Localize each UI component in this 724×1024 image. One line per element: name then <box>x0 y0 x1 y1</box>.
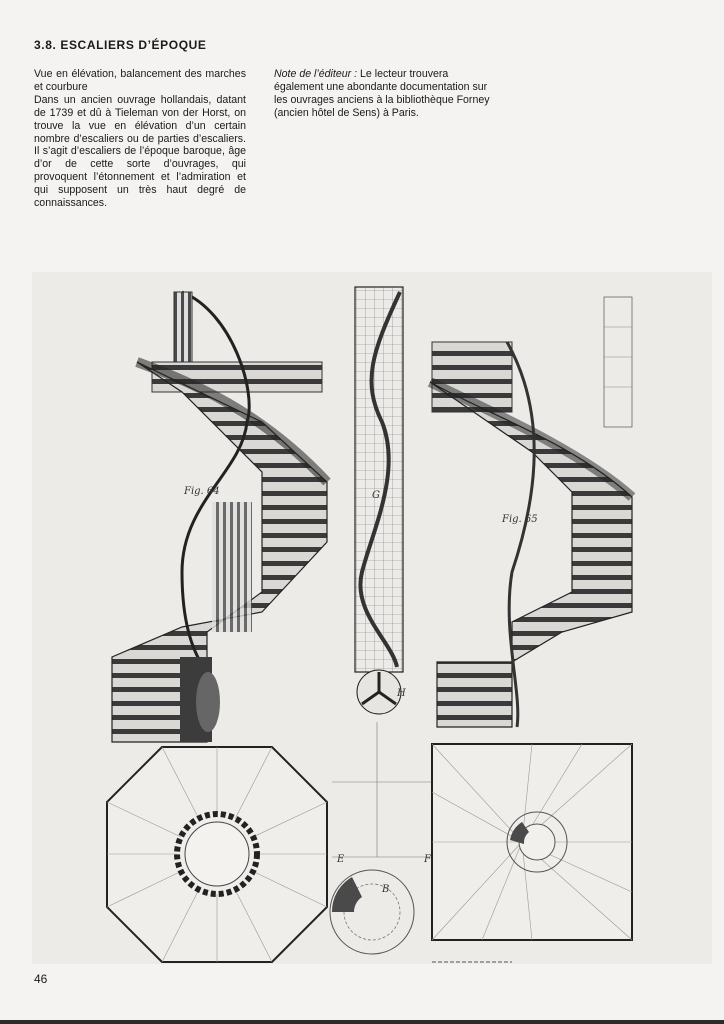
section-title: 3.8. ESCALIERS D’ÉPOQUE <box>34 38 207 52</box>
page-number: 46 <box>34 972 48 986</box>
label-f: F <box>424 854 431 865</box>
bottom-rule <box>0 1020 724 1024</box>
fig-65-label: Fig. 65 <box>502 514 538 525</box>
staircase-engraving <box>32 272 712 964</box>
label-e: E <box>337 854 345 865</box>
editor-note <box>274 68 492 120</box>
circular-plan <box>330 722 432 954</box>
square-plan <box>432 744 632 962</box>
right-staircase-elevation <box>430 297 632 727</box>
editor-note-label: Note de l’éditeur : <box>274 68 358 80</box>
label-h: H <box>397 688 406 699</box>
engraving-plate <box>32 272 712 964</box>
center-development-strip <box>355 287 406 714</box>
editor-note-text: Le lecteur trouvera également une abondante documentation sur les ouvrages anciens à la bibliothèque Forney (ancien hôtel de Sens) à Paris. <box>274 68 490 119</box>
left-staircase-elevation <box>112 292 327 742</box>
intro-paragraph: Vue en élévation, balancement des marches et courbure <box>34 68 246 93</box>
label-g: G <box>372 490 380 501</box>
label-b: B <box>382 884 390 895</box>
octagon-plan <box>107 747 327 962</box>
body-paragraph: Dans un ancien ouvrage hollandais, datant de 1739 et dû à Tieleman von der Horst, on trouve la vue en élévation d’un certain nombre d’escaliers ou de parties d’escaliers. Il s’agit d’escaliers de l’époque baroque, âge d’or de cette sorte d’ouvrages, qui provoquent l’étonnement et l’admiration et qui supposent un très haut degré de connaissances. <box>34 93 246 210</box>
fig-64-label: Fig. 64 <box>184 486 220 497</box>
left-text-column <box>34 68 246 210</box>
right-text-column <box>274 68 492 120</box>
